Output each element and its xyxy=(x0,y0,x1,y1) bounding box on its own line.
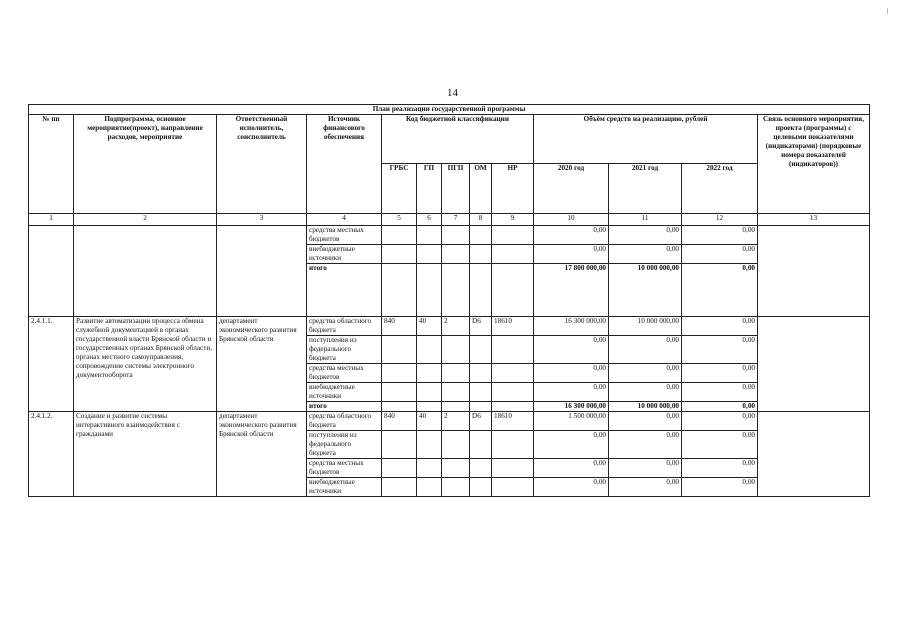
value-2021-total: 10 000 000,00 xyxy=(609,402,682,412)
row-executor xyxy=(217,226,307,317)
value-2021: 10 000 000,00 xyxy=(609,317,682,336)
value-2022: 0,00 xyxy=(682,412,758,431)
plan-table-container xyxy=(28,104,869,528)
value-2022-total: 0,00 xyxy=(682,402,758,412)
plan-table xyxy=(28,104,870,497)
header-om: ОМ xyxy=(470,164,492,214)
header-grbs: ГРБС xyxy=(382,164,417,214)
code-om: D6 xyxy=(470,317,492,336)
margin-mark xyxy=(887,8,888,14)
code-pgp: 2 xyxy=(442,317,470,336)
header-gp: ГП xyxy=(417,164,442,214)
row-source: средства местных бюджетов xyxy=(307,459,382,478)
column-number: 3 xyxy=(217,214,307,226)
header-2020: 2020 год xyxy=(534,164,609,214)
value-2020: 1 500 000,00 xyxy=(534,412,609,431)
value-2022: 0,00 xyxy=(682,245,758,264)
row-source: внебюджетные источники xyxy=(307,245,382,264)
row-indicators xyxy=(758,412,870,497)
header-executor: Ответственный исполнитель, соисполнитель xyxy=(217,115,307,214)
code-grbs: 840 xyxy=(382,317,417,336)
value-2020: 0,00 xyxy=(534,478,609,497)
value-2021: 0,00 xyxy=(609,478,682,497)
value-2022: 0,00 xyxy=(682,364,758,383)
code-pgp: 2 xyxy=(442,412,470,431)
value-2020-total: 16 300 000,00 xyxy=(534,402,609,412)
value-2021: 0,00 xyxy=(609,431,682,459)
value-2022: 0,00 xyxy=(682,383,758,402)
value-2022: 0,00 xyxy=(682,317,758,336)
column-number: 10 xyxy=(534,214,609,226)
row-source: средства областного бюджета xyxy=(307,317,382,336)
value-2020: 0,00 xyxy=(534,245,609,264)
header-pgp: ПГП xyxy=(442,164,470,214)
value-2022: 0,00 xyxy=(682,459,758,478)
code-om: D6 xyxy=(470,412,492,431)
header-number: № пп xyxy=(29,115,74,214)
row-source: поступления из федерального бюджета xyxy=(307,336,382,364)
value-2020: 0,00 xyxy=(534,364,609,383)
header-2021: 2021 год xyxy=(609,164,682,214)
value-2021: 0,00 xyxy=(609,412,682,431)
header-subprogram: Подпрограмма, основное мероприятие(проект), направление расходов, мероприятие xyxy=(74,115,217,214)
code-gp: 40 xyxy=(417,412,442,431)
row-indicators xyxy=(758,317,870,412)
table-row xyxy=(29,226,870,245)
row-source: средства местных бюджетов xyxy=(307,364,382,383)
table-row xyxy=(29,412,870,431)
value-2021: 0,00 xyxy=(609,226,682,245)
column-number: 6 xyxy=(417,214,442,226)
row-source: внебюджетные источники xyxy=(307,383,382,402)
row-source-total: итого xyxy=(307,264,382,317)
value-2020: 0,00 xyxy=(534,431,609,459)
row-title: Создание и развитие системы интерактивного взаимодействия с гражданами xyxy=(74,412,217,497)
column-number: 9 xyxy=(492,214,534,226)
value-2020: 16 300 000,00 xyxy=(534,317,609,336)
table-caption: План реализации государственной программы xyxy=(29,105,870,115)
value-2020: 0,00 xyxy=(534,383,609,402)
code-gp: 40 xyxy=(417,317,442,336)
code-np: 18610 xyxy=(492,317,534,336)
header-source: Источник финансового обеспечения xyxy=(307,115,382,214)
column-number-row xyxy=(29,214,870,226)
value-2022: 0,00 xyxy=(682,336,758,364)
value-2022: 0,00 xyxy=(682,478,758,497)
row-indicators xyxy=(758,226,870,317)
column-number: 2 xyxy=(74,214,217,226)
row-executor: департамент экономического развития Брянской области xyxy=(217,317,307,412)
code-np: 18610 xyxy=(492,412,534,431)
page-number: 14 xyxy=(447,87,458,99)
row-number: 2.4.1.2. xyxy=(29,412,74,497)
value-2020: 0,00 xyxy=(534,226,609,245)
row-source: средства местных бюджетов xyxy=(307,226,382,245)
header-volume: Объём средств на реализацию, рублей xyxy=(534,115,758,164)
row-executor: департамент экономического развития Брянской области xyxy=(217,412,307,497)
row-source-total: итого xyxy=(307,402,382,412)
row-title xyxy=(74,226,217,317)
value-2021: 0,00 xyxy=(609,245,682,264)
value-2021: 0,00 xyxy=(609,383,682,402)
value-2020: 0,00 xyxy=(534,459,609,478)
column-number: 13 xyxy=(758,214,870,226)
row-source: средства областного бюджета xyxy=(307,412,382,431)
value-2022: 0,00 xyxy=(682,431,758,459)
header-2022: 2022 год xyxy=(682,164,758,214)
column-number: 7 xyxy=(442,214,470,226)
column-number: 8 xyxy=(470,214,492,226)
row-number: 2.4.1.1. xyxy=(29,317,74,412)
row-title: Развитие автоматизации процесса обмена служебной документацией в органах государственной власти Брянской области и государственных органах Брянской области, органах местного самоуправления, сопровождение системы электронного документооборота xyxy=(74,317,217,412)
header-budget-code: Код бюджетной классификации xyxy=(382,115,534,164)
header-indicators: Связь основного мероприятия, проекта (программы) с целевыми показателями (индикаторами) (порядковые номера показателей (индикаторов)) xyxy=(758,115,870,214)
value-2020-total: 17 800 000,00 xyxy=(534,264,609,317)
value-2021: 0,00 xyxy=(609,336,682,364)
table-row xyxy=(29,317,870,336)
column-number: 12 xyxy=(682,214,758,226)
column-number: 5 xyxy=(382,214,417,226)
row-source: внебюджетные источники xyxy=(307,478,382,497)
row-source: поступления из федерального бюджета xyxy=(307,431,382,459)
code-grbs: 840 xyxy=(382,412,417,431)
value-2021: 0,00 xyxy=(609,459,682,478)
column-number: 1 xyxy=(29,214,74,226)
value-2021: 0,00 xyxy=(609,364,682,383)
value-2022: 0,00 xyxy=(682,226,758,245)
header-np: НР xyxy=(492,164,534,214)
column-number: 4 xyxy=(307,214,382,226)
column-number: 11 xyxy=(609,214,682,226)
value-2022-total: 0,00 xyxy=(682,264,758,317)
value-2021-total: 10 000 000,00 xyxy=(609,264,682,317)
value-2020: 0,00 xyxy=(534,336,609,364)
row-number xyxy=(29,226,74,317)
